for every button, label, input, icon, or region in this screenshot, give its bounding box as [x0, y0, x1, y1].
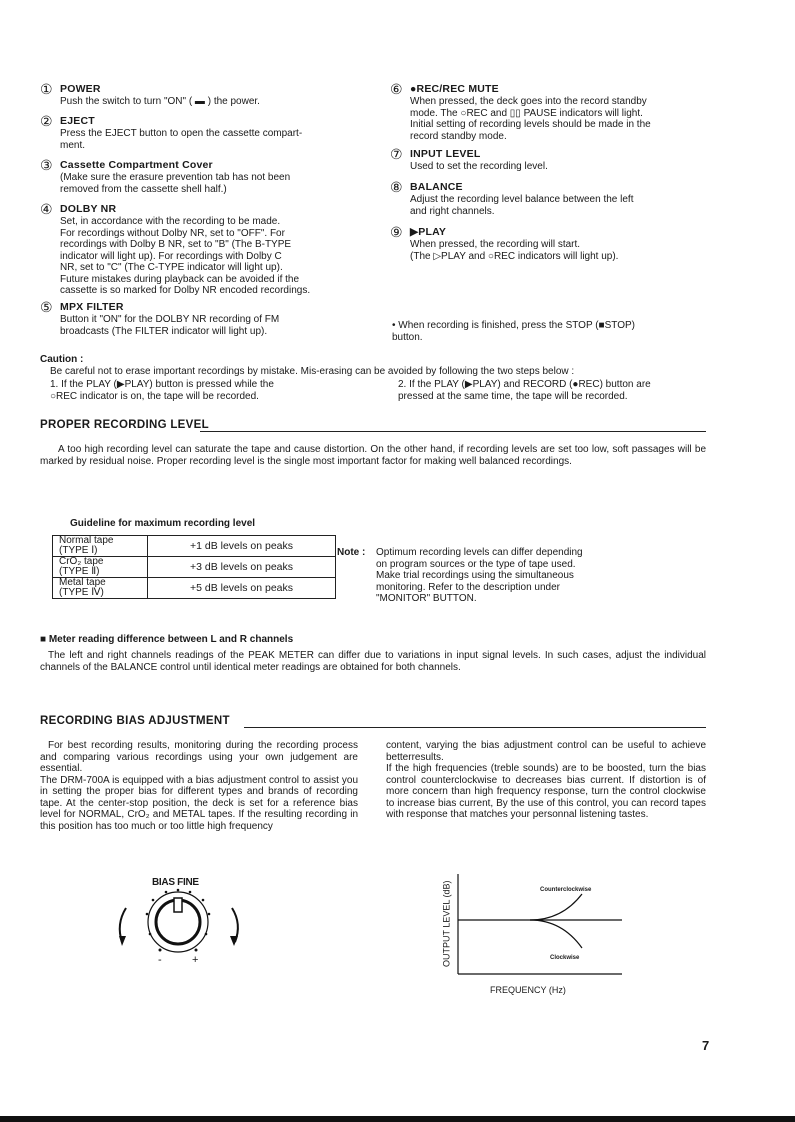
guideline-table: [52, 535, 336, 599]
graph-x-label: FREQUENCY (Hz): [490, 985, 566, 995]
item-title: BALANCE: [410, 181, 463, 193]
graph-cw-label: Clockwise: [550, 955, 580, 961]
item-body: (Make sure the erasure prevention tab has not been removed from the cassette shell half.): [60, 172, 291, 195]
bias-knob-label: BIAS FINE: [152, 877, 199, 888]
item-body: Adjust the recording level balance between the left and right channels.: [410, 194, 634, 217]
item-number: ⑨: [390, 224, 403, 240]
graph-ccw-label: Counterclockwise: [540, 887, 592, 893]
section-rule: [200, 431, 706, 432]
stop-note: • When recording is finished, press the STOP (■STOP) button.: [392, 320, 635, 343]
item-title: EJECT: [60, 115, 95, 127]
clockwise-curve: [530, 920, 582, 948]
caution-step-1: 1. If the PLAY (▶PLAY) button is pressed while the ○REC indicator is on, the tape will be recorded.: [50, 379, 274, 402]
peak-level-cell: +3 dB levels on peaks: [148, 557, 336, 578]
caution-step-2: 2. If the PLAY (▶PLAY) and RECORD (●REC) button are pressed at the same time, the tape will be recorded.: [398, 379, 651, 402]
table-row: [53, 536, 336, 557]
item-title: INPUT LEVEL: [410, 148, 481, 160]
item-title: ▶PLAY: [410, 226, 447, 238]
knob-minus-label: -: [158, 954, 162, 966]
section-title-proper-level: PROPER RECORDING LEVEL: [40, 419, 209, 431]
peak-level-cell: +5 dB levels on peaks: [148, 578, 336, 599]
caution-intro: Be careful not to erase important recordings by mistake. Mis-erasing can be avoided by following the two steps below :: [50, 366, 575, 377]
item-body: Push the switch to turn "ON" ( ▬ ) the power.: [60, 96, 260, 107]
item-number: ④: [40, 201, 53, 217]
item-body: Used to set the recording level.: [410, 161, 548, 172]
knob-pointer: [174, 898, 182, 912]
bias-text-right: content, varying the bias adjustment control can be useful to achieve betterresults. If the high frequencies (treble sounds) are to be boosted, turn the bias control counterclockwise to decreases bias current. If distortion is of more concern than high frequency response, turn the control clockwise to increase bias current, By the use of this control, you can record tapes with response that matches your personnal listening tastes.: [386, 740, 706, 820]
section-title-bias: RECORDING BIAS ADJUSTMENT: [40, 715, 230, 727]
page-number: 7: [702, 1038, 710, 1053]
knob-plus-label: +: [192, 954, 199, 966]
guideline-title: Guideline for maximum recording level: [70, 518, 256, 529]
item-number: ⑦: [390, 146, 403, 162]
tape-type-cell: CrO₂ tape (TYPE Ⅱ): [53, 557, 148, 578]
item-title: ●REC/REC MUTE: [410, 83, 499, 95]
bias-text-left: For best recording results, monitoring during the recording process and comparing various recordings using your own judgement are essential. The DRM-700A is equipped with a bias adjustment control to assist you in setting the proper bias for different types and brands of recording tape. At the center-stop position, the deck is set for a reference bias level for NORMAL, CrO₂ and METAL tapes. If the resulting recording in this position has too much or too little high frequency: [40, 740, 358, 832]
item-body: Set, in accordance with the recording to be made. For recordings without Dolby NR, set to "OFF". For recordings with Dolby B NR, set to "B" (The B-TYPE indicator will light up). For recordings with Dolby C NR, set to "C" (The C-TYPE indicator will light up). Future mistakes during playback can be avoided if the cassette is so marked for Dolby NR encoded recordings.: [60, 216, 311, 296]
item-number: ⑥: [390, 81, 403, 97]
item-body: Press the EJECT button to open the cassette compart- ment.: [60, 128, 303, 151]
item-body: When pressed, the deck goes into the record standby mode. The ○REC and ▯▯ PAUSE indicators will light. Initial setting of recording levels should be made in the record standby mode.: [410, 96, 651, 142]
proper-level-paragraph: A too high recording level can saturate the tape and cause distortion. On the other hand, if recording levels are set too low, soft passages will be marked by residual noise. Proper recording level is the single most important factor for making well balanced recordings.: [40, 444, 706, 467]
item-title: MPX FILTER: [60, 301, 124, 313]
peak-level-cell: +1 dB levels on peaks: [148, 536, 336, 557]
counterclockwise-curve: [530, 894, 582, 920]
table-row: [53, 557, 336, 578]
item-title: DOLBY NR: [60, 203, 117, 215]
section-rule: [244, 727, 706, 728]
item-title: Cassette Compartment Cover: [60, 159, 213, 171]
note-label: Note :: [337, 547, 366, 558]
bias-fine-knob: [110, 888, 250, 964]
item-body: Button it "ON" for the DOLBY NR recording of FM broadcasts (The FILTER indicator will light up).: [60, 314, 280, 337]
item-body: When pressed, the recording will start. (The ▷PLAY and ○REC indicators will light up).: [410, 239, 619, 262]
item-number: ⑧: [390, 179, 403, 195]
tape-type-cell: Normal tape (TYPE Ⅰ): [53, 536, 148, 557]
caution-title: Caution :: [40, 354, 84, 365]
tape-type-cell: Metal tape (TYPE Ⅳ): [53, 578, 148, 599]
item-number: ①: [40, 81, 53, 97]
meter-difference-title: ■ Meter reading difference between L and R channels: [40, 634, 294, 645]
item-number: ③: [40, 157, 53, 173]
page-bottom-bar: [0, 1116, 795, 1122]
note-text: Optimum recording levels can differ depending on program sources or the type of tape used. Make trial recordings using the simultaneous monitoring. Refer to the description under "MONITOR" BUTTON.: [376, 547, 583, 604]
table-row: [53, 578, 336, 599]
graph-y-label: OUTPUT LEVEL (dB): [441, 880, 452, 968]
item-title: POWER: [60, 83, 101, 95]
meter-difference-text: The left and right channels readings of the PEAK METER can differ due to variations in input signal levels. In such cases, adjust the individual channels of the BALANCE control until identical meter readings are obtained for both channels.: [40, 650, 706, 673]
item-number: ⑤: [40, 299, 53, 315]
item-number: ②: [40, 113, 53, 129]
